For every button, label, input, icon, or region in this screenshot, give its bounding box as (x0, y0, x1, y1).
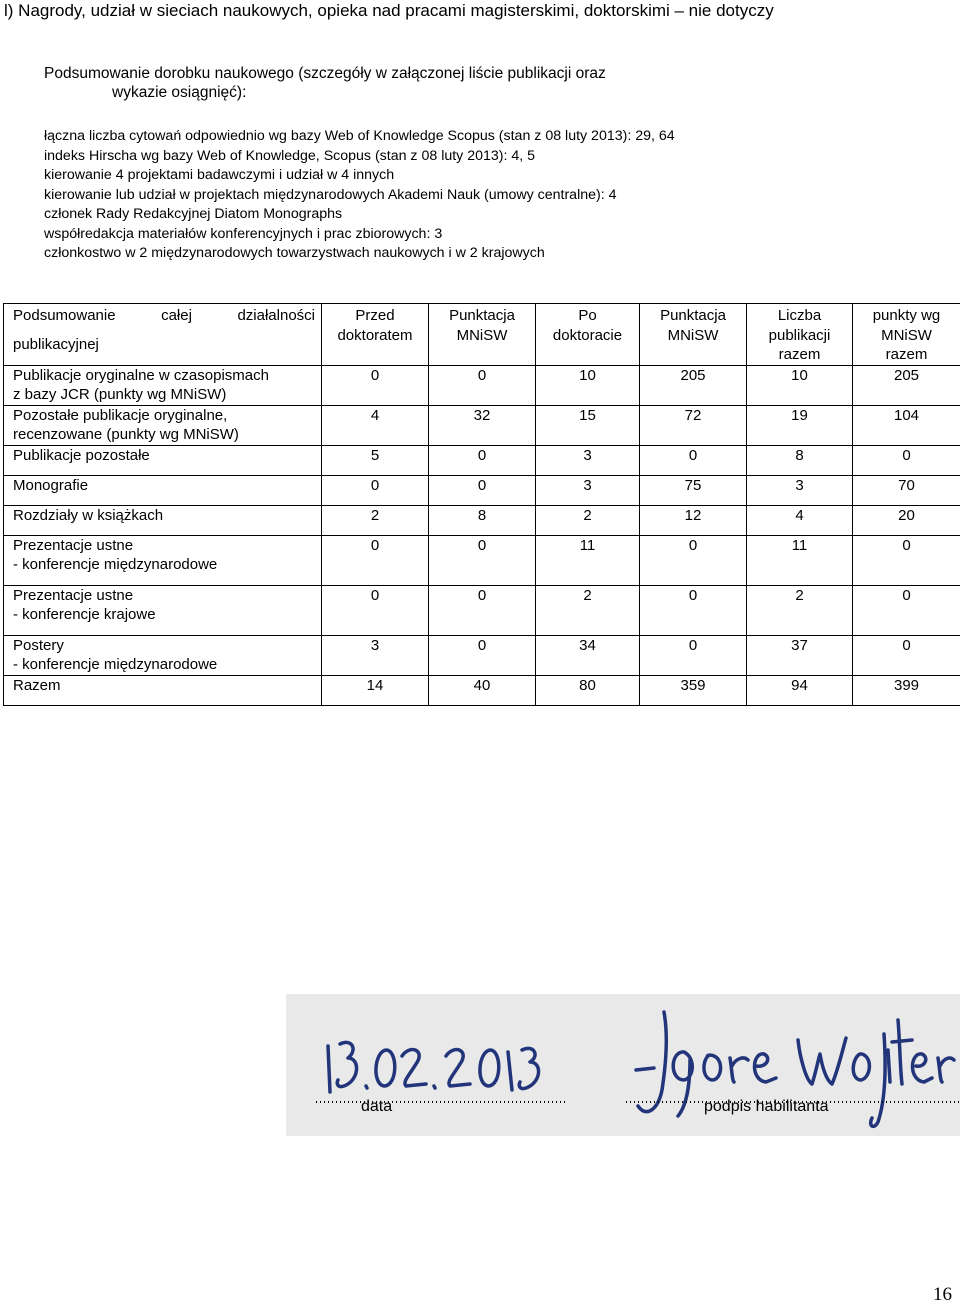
table-row (4, 675, 960, 705)
row-label (4, 535, 322, 585)
achievement-item: współredakcja materiałów konferencyjnych i prac zbiorowych: 3 (44, 225, 944, 245)
summary-title-line2: wykazie osiągnięć): (44, 83, 764, 102)
column-header (429, 304, 536, 366)
publications-summary-table (3, 303, 960, 706)
achievement-item: łączna liczba cytowań odpowiednio wg bazy Web of Knowledge Scopus (stan z 08 luty 2013): 29, 64 (44, 127, 944, 147)
table-row (4, 535, 960, 585)
row-label-line: recenzowane (punkty wg MNiSW) (13, 425, 315, 445)
table-cell: 0 (429, 475, 536, 505)
achievement-item: członkostwo w 2 międzynarodowych towarzystwach naukowych i w 2 krajowych (44, 244, 944, 264)
table-cell: 0 (429, 445, 536, 475)
table-cell: 72 (640, 405, 747, 445)
table-cell: 2 (536, 505, 640, 535)
table-row (4, 365, 960, 405)
table-cell: 37 (747, 635, 853, 675)
table-row (4, 405, 960, 445)
row-label (4, 505, 322, 535)
table-cell: 3 (322, 635, 429, 675)
table-cell: 205 (853, 365, 960, 405)
table-row (4, 475, 960, 505)
table-cell: 0 (853, 445, 960, 475)
table-cell: 0 (853, 635, 960, 675)
row-label (4, 475, 322, 505)
column-header-line: publikacji (747, 326, 852, 346)
table-cell: 0 (853, 585, 960, 635)
table-cell: 2 (322, 505, 429, 535)
table-cell: 0 (322, 365, 429, 405)
column-header-line: razem (747, 345, 852, 365)
table-cell: 0 (853, 535, 960, 585)
table-cell: 0 (429, 585, 536, 635)
row-label-line: - konferencje krajowe (13, 605, 315, 625)
table-cell: 5 (322, 445, 429, 475)
section-heading: l) Nagrody, udział w sieciach naukowych, opieka nad pracami magisterskimi, doktorskimi – nie dotyczy (4, 0, 774, 22)
table-cell: 75 (640, 475, 747, 505)
table-cell: 19 (747, 405, 853, 445)
column-header-line: doktoracie (536, 326, 639, 346)
column-header-line: punkty wg (853, 306, 960, 326)
row-label (4, 365, 322, 405)
table-cell: 10 (536, 365, 640, 405)
table-cell: 15 (536, 405, 640, 445)
row-label (4, 585, 322, 635)
table-cell: 3 (536, 445, 640, 475)
table-cell: 70 (853, 475, 960, 505)
table-cell: 80 (536, 675, 640, 705)
table-cell: 359 (640, 675, 747, 705)
table-cell: 3 (747, 475, 853, 505)
row-label-line: Rozdziały w książkach (13, 506, 315, 526)
column-header-line: doktoratem (322, 326, 428, 346)
column-header (322, 304, 429, 366)
table-cell: 8 (747, 445, 853, 475)
column-header-line: Przed (322, 306, 428, 326)
table-cell: 11 (747, 535, 853, 585)
row-label-line: Publikacje oryginalne w czasopismach (13, 366, 315, 386)
table-corner-header (4, 304, 322, 366)
table-cell: 0 (640, 535, 747, 585)
table-cell: 34 (536, 635, 640, 675)
table-cell: 2 (747, 585, 853, 635)
table-cell: 0 (640, 635, 747, 675)
summary-title-line1: Podsumowanie dorobku naukowego (szczegóły w załączonej liście publikacji oraz (44, 64, 764, 83)
table-cell: 0 (640, 445, 747, 475)
column-header-line: Liczba (747, 306, 852, 326)
achievement-item: indeks Hirscha wg bazy Web of Knowledge, Scopus (stan z 08 luty 2013): 4, 5 (44, 147, 944, 167)
row-label-line: - konferencje międzynarodowe (13, 555, 315, 575)
corner-word: całej (161, 306, 192, 326)
column-header-line: MNiSW (429, 326, 535, 346)
table-cell: 2 (536, 585, 640, 635)
table-cell: 94 (747, 675, 853, 705)
column-header-line: Punktacja (429, 306, 535, 326)
achievement-item: kierowanie lub udział w projektach międzynarodowych Akademi Nauk (umowy centralne): 4 (44, 186, 944, 206)
row-label-line: z bazy JCR (punkty wg MNiSW) (13, 385, 315, 405)
column-header (536, 304, 640, 366)
table-cell: 0 (322, 585, 429, 635)
achievements-list (44, 127, 944, 264)
table-cell: 0 (429, 365, 536, 405)
achievement-item: kierowanie 4 projektami badawczymi i udział w 4 innych (44, 166, 944, 186)
table-cell: 0 (429, 535, 536, 585)
achievement-item: członek Rady Redakcyjnej Diatom Monographs (44, 205, 944, 225)
column-header (640, 304, 747, 366)
column-header-line: MNiSW (853, 326, 960, 346)
table-cell: 4 (322, 405, 429, 445)
row-label-line: Pozostałe publikacje oryginalne, (13, 406, 315, 426)
table-cell: 104 (853, 405, 960, 445)
date-label: data (361, 1098, 392, 1116)
table-cell: 12 (640, 505, 747, 535)
table-cell: 4 (747, 505, 853, 535)
row-label (4, 445, 322, 475)
column-header-line: Po (536, 306, 639, 326)
table-cell: 8 (429, 505, 536, 535)
table-cell: 11 (536, 535, 640, 585)
row-label-line: Monografie (13, 476, 315, 496)
table-cell: 14 (322, 675, 429, 705)
table-row (4, 585, 960, 635)
signature-image (286, 994, 960, 1136)
column-header-line: MNiSW (640, 326, 746, 346)
table-cell: 399 (853, 675, 960, 705)
row-label (4, 405, 322, 445)
table-cell: 0 (322, 535, 429, 585)
row-label-line: Prezentacje ustne (13, 586, 315, 606)
table-cell: 0 (640, 585, 747, 635)
row-label (4, 635, 322, 675)
table-cell: 10 (747, 365, 853, 405)
row-label-line: Prezentacje ustne (13, 536, 315, 556)
summary-title (44, 64, 764, 102)
row-label-line: Publikacje pozostałe (13, 446, 315, 466)
column-header-line: Punktacja (640, 306, 746, 326)
table-cell: 20 (853, 505, 960, 535)
table-cell: 40 (429, 675, 536, 705)
table-cell: 205 (640, 365, 747, 405)
row-label-line: Razem (13, 676, 315, 696)
column-header (853, 304, 960, 366)
table-cell: 0 (322, 475, 429, 505)
table-cell: 32 (429, 405, 536, 445)
column-header (747, 304, 853, 366)
column-header-line: razem (853, 345, 960, 365)
row-label-line: - konferencje międzynarodowe (13, 655, 315, 675)
signature-label: podpis habilitanta (704, 1098, 829, 1116)
corner-word: Podsumowanie (13, 306, 116, 326)
row-label (4, 675, 322, 705)
corner-word: publikacyjnej (13, 335, 315, 355)
table-row (4, 445, 960, 475)
row-label-line: Postery (13, 636, 315, 656)
table-cell: 3 (536, 475, 640, 505)
table-row (4, 635, 960, 675)
table-header-row (4, 304, 960, 366)
table-row (4, 505, 960, 535)
corner-word: działalności (237, 306, 315, 326)
table-cell: 0 (429, 635, 536, 675)
page-number: 16 (933, 1284, 952, 1306)
